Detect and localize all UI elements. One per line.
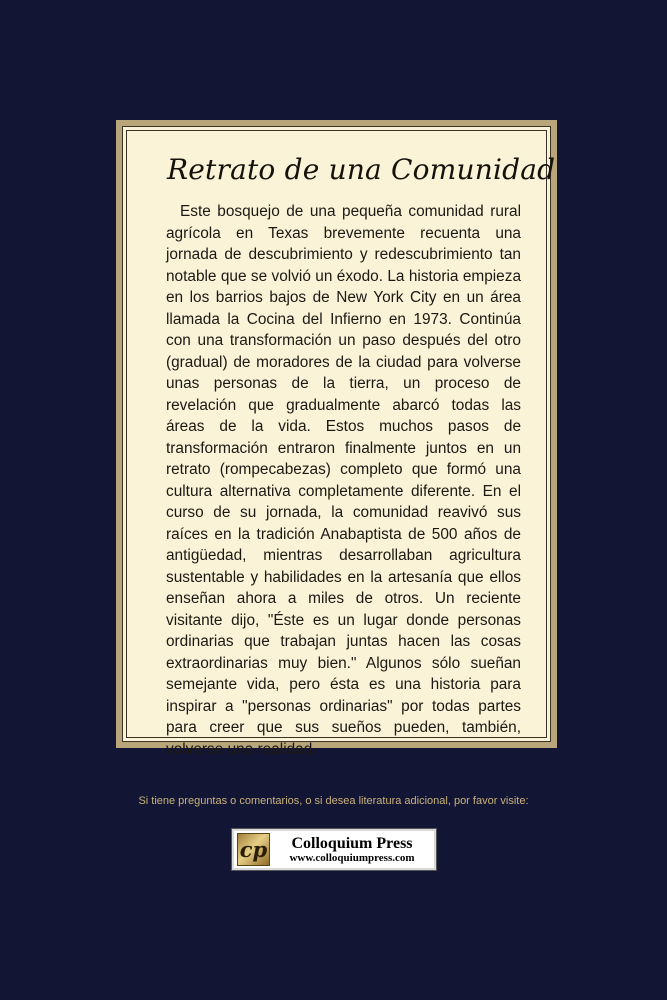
publisher-name: Colloquium Press	[291, 834, 413, 852]
description-panel	[116, 120, 557, 758]
publisher-badge[interactable]	[232, 829, 436, 870]
publisher-logo-letter: cp	[239, 837, 268, 862]
publisher-text	[270, 835, 434, 865]
publisher-url-link[interactable]: www.colloquiumpress.com	[289, 852, 415, 865]
footer-note: Si tiene preguntas o comentarios, o si desea literatura adicional, por favor visite:	[138, 795, 529, 807]
panel-inner-border	[126, 130, 556, 758]
panel-title: Retrato de una Comunidad	[167, 153, 556, 186]
publisher-logo-icon	[237, 833, 270, 866]
panel-body-text: Este bosquejo de una pequeña comunidad rural agrícola en Texas brevemente recuenta una jornada de descubrimiento y redescubrimiento tan notable que se volvió un éxodo. La historia empieza en los barrios bajos de New York City en un área llamada la Cocina del Infierno en 1973. Continúa con una transformación un paso después del otro (gradual) de moradores de la ciudad para volverse unas personas de la tierra, un proceso de revelación que gradualmente abarcó todas las áreas de la vida. Estos muchos pasos de transformación entraron finalmente juntos en un retrato (rompecabezas) completo que formó una cultura alternativa completamente diferente. En el curso de su jornada, la comunidad reavivó sus raíces en la tradición Anabaptista de 500 años de antigüedad, mientras desarrollaban agricultura sustentable y habilidades en la artesanía que ellos enseñan ahora a miles de otros. Un reciente visitante dijo, "Éste es un lugar donde personas ordinarias que trabajan juntas hacen las cosas extraordinarias muy bien." Algunos sólo sueñan semejante vida, pero ésta es una historia para inspirar a "personas ordinarias" por todas partes para creer que sus sueños pueden, también, volverse una realidad.	[166, 203, 521, 758]
